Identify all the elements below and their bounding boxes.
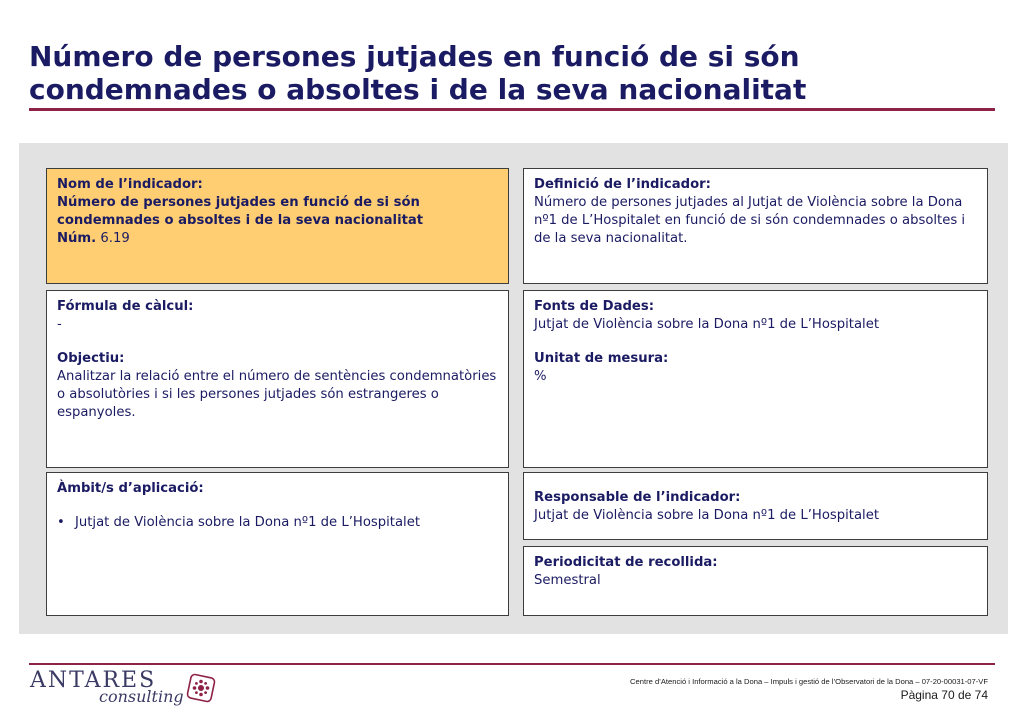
periodicity-label: Periodicitat de recollida: <box>534 555 718 570</box>
data-sources-box <box>523 290 988 468</box>
definition-label: Definició de l’indicador: <box>534 177 711 192</box>
page-number: Pàgina 70 de 74 <box>900 688 988 702</box>
scope-box <box>46 472 509 616</box>
responsible-value: Jutjat de Violència sobre la Dona nº1 de L’Hospitalet <box>534 508 879 523</box>
logo-subtext: consulting <box>99 687 184 706</box>
data-sources-label: Fonts de Dades: <box>534 299 654 314</box>
indicator-name-value: Número de persones jutjades en funció de si són condemnades o absoltes i de la seva nacionalitat <box>57 195 424 228</box>
unit-label: Unitat de mesura: <box>534 351 669 366</box>
unit-value: % <box>534 369 547 384</box>
logo-icon <box>186 673 216 703</box>
scope-list-item <box>57 514 498 532</box>
title-divider <box>29 108 995 111</box>
indicator-number-value: 6.19 <box>100 231 130 246</box>
scope-label: Àmbit/s d’aplicació: <box>57 481 204 496</box>
page-title: Número de persones jutjades en funció de si són condemnades o absoltes i de la seva nacionalitat <box>29 40 807 106</box>
indicator-name-box <box>46 168 509 284</box>
responsible-label: Responsable de l’indicador: <box>534 490 741 505</box>
footer-divider <box>29 663 995 665</box>
formula-label: Fórmula de càlcul: <box>57 299 194 314</box>
bullet-icon: • <box>57 515 65 530</box>
responsible-box <box>523 472 988 540</box>
periodicity-value: Semestral <box>534 573 601 588</box>
data-sources-value: Jutjat de Violència sobre la Dona nº1 de L’Hospitalet <box>534 317 879 332</box>
indicator-number-label: Núm. <box>57 231 97 246</box>
logo-text: ANTARES <box>30 668 157 693</box>
formula-value: - <box>57 317 62 332</box>
objective-label: Objectiu: <box>57 351 125 366</box>
indicator-name-label: Nom de l’indicador: <box>57 177 203 192</box>
definition-text: Número de persones jutjades al Jutjat de Violència sobre la Dona nº1 de L’Hospitalet en funció de si són condemnades o absoltes i de la seva nacionalitat. <box>534 195 966 246</box>
formula-box <box>46 290 509 468</box>
indicator-number <box>57 230 498 248</box>
definition-box <box>523 168 988 284</box>
footer-project-text: Centre d’Atenció i Informació a la Dona – Impuls i gestió de l’Observatori de la Dona – 07-20-00031-07-VF <box>630 677 988 686</box>
objective-text: Analitzar la relació entre el número de sentències condemnatòries o absolutòries i si les persones jutjades són estrangeres o espanyoles. <box>57 369 497 420</box>
periodicity-box <box>523 546 988 616</box>
scope-item-text: Jutjat de Violència sobre la Dona nº1 de L’Hospitalet <box>75 515 420 530</box>
